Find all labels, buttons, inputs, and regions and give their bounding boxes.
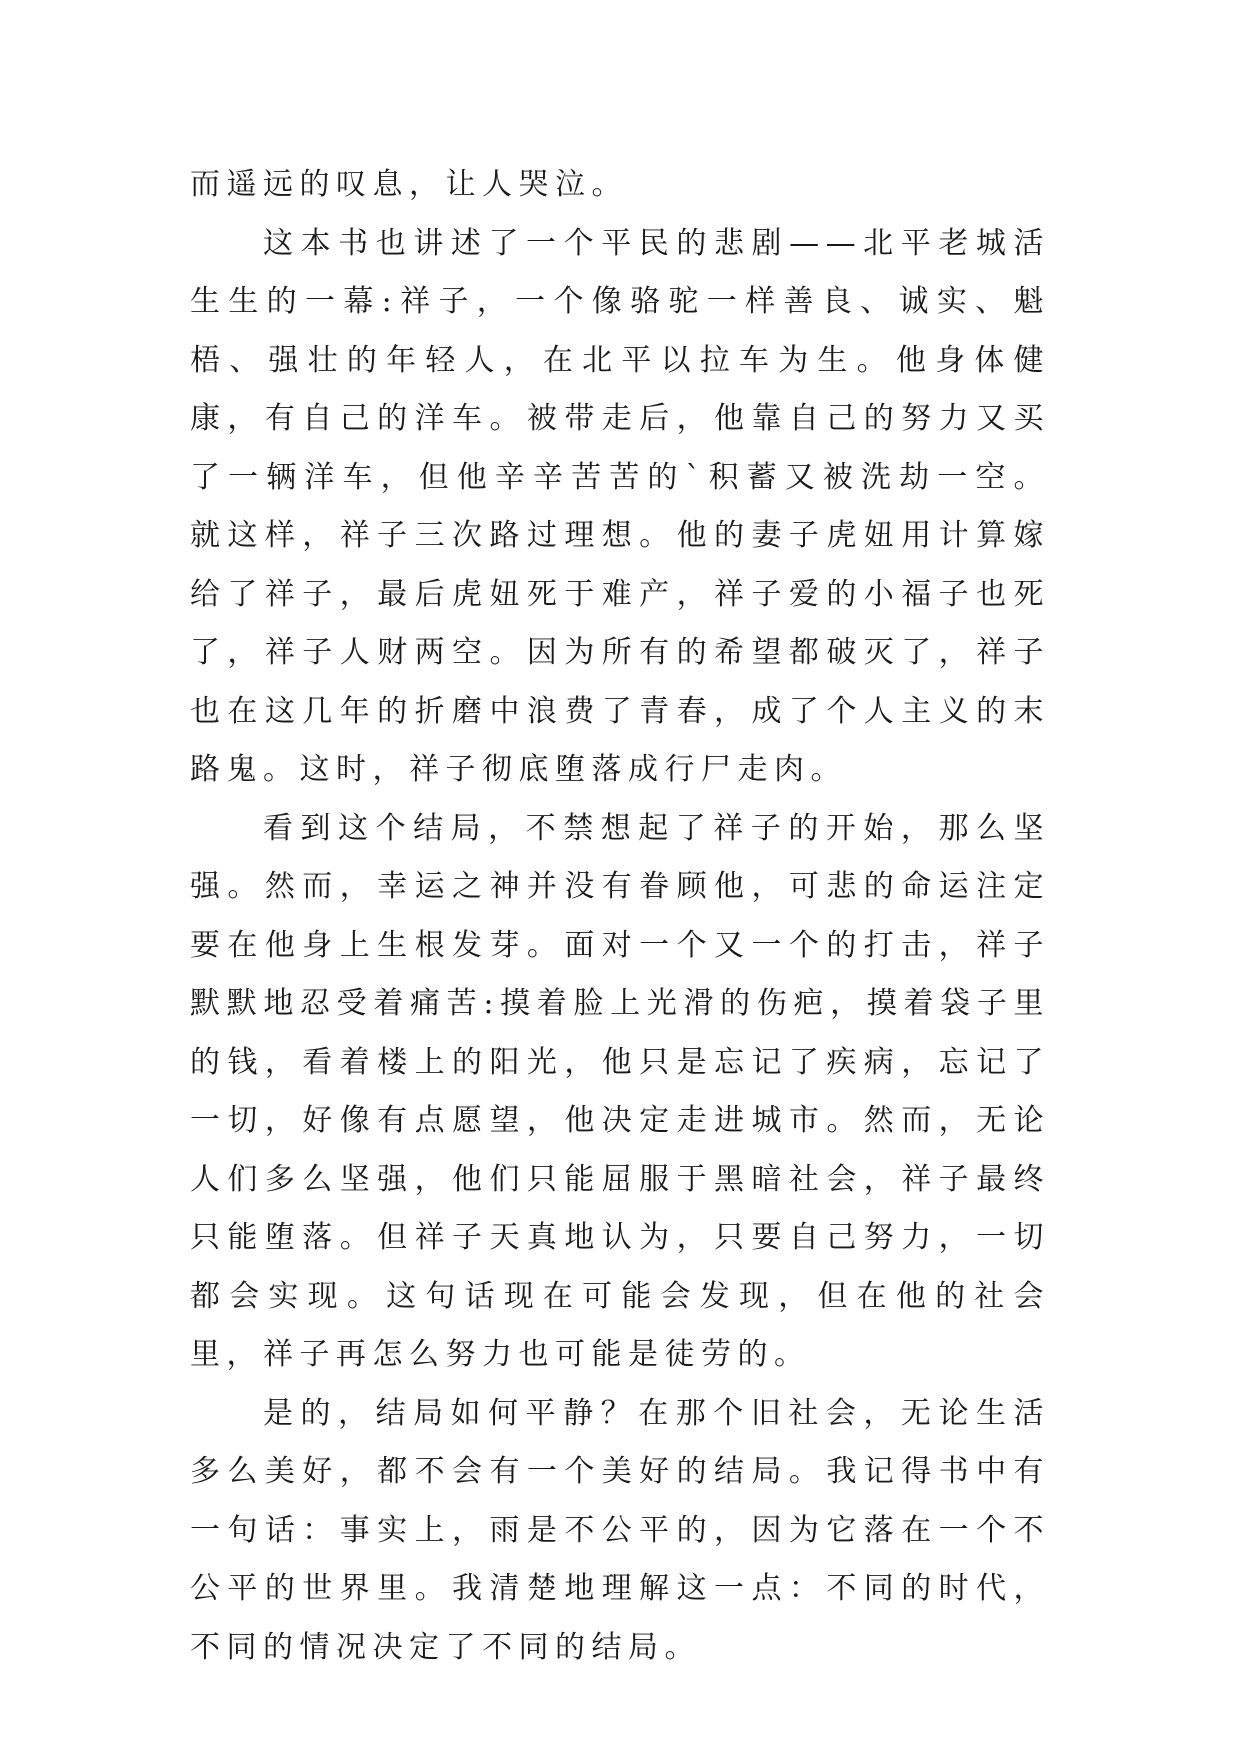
body-text <box>190 156 1050 1677</box>
paragraph: 看到这个结局，不禁想起了祥子的开始，那么坚强。然而，幸运之神并没有眷顾他，可悲的命运注定要在他身上生根发芽。面对一个又一个的打击，祥子默默地忍受着痛苦:摸着脸上光滑的伤疤，摸着袋子里的钱，看着楼上的阳光，他只是忘记了疾病，忘记了一切，好像有点愿望，他决定走进城市。然而，无论人们多么坚强，他们只能屈服于黑暗社会，祥子最终只能堕落。但祥子天真地认为，只要自己努力，一切都会实现。这句话现在可能会发现，但在他的社会里，祥子再怎么努力也可能是徒劳的。 <box>190 810 1050 1372</box>
paragraph: 这本书也讲述了一个平民的悲剧——北平老城活生生的一幕:祥子，一个像骆驼一样善良、诚实、魁梧、强壮的年轻人，在北平以拉车为生。他身体健康，有自己的洋车。被带走后，他靠自己的努力又买了一辆洋车，但他辛辛苦苦的`积蓄又被洗劫一空。就这样，祥子三次路过理想。他的妻子虎妞用计算嫁给了祥子，最后虎妞死于难产，祥子爱的小福子也死了，祥子人财两空。因为所有的希望都破灭了，祥子也在这几年的折磨中浪费了青春，成了个人主义的末路鬼。这时，祥子彻底堕落成行尸走肉。 <box>190 225 1050 787</box>
paragraph: 是的，结局如何平静？在那个旧社会，无论生活多么美好，都不会有一个美好的结局。我记得书中有一句话：事实上，雨是不公平的，因为它落在一个不公平的世界里。我清楚地理解这一点：不同的时代，不同的情况决定了不同的结局。 <box>190 1395 1050 1665</box>
paragraph-continuation: 而遥远的叹息，让人哭泣。 <box>190 167 628 202</box>
